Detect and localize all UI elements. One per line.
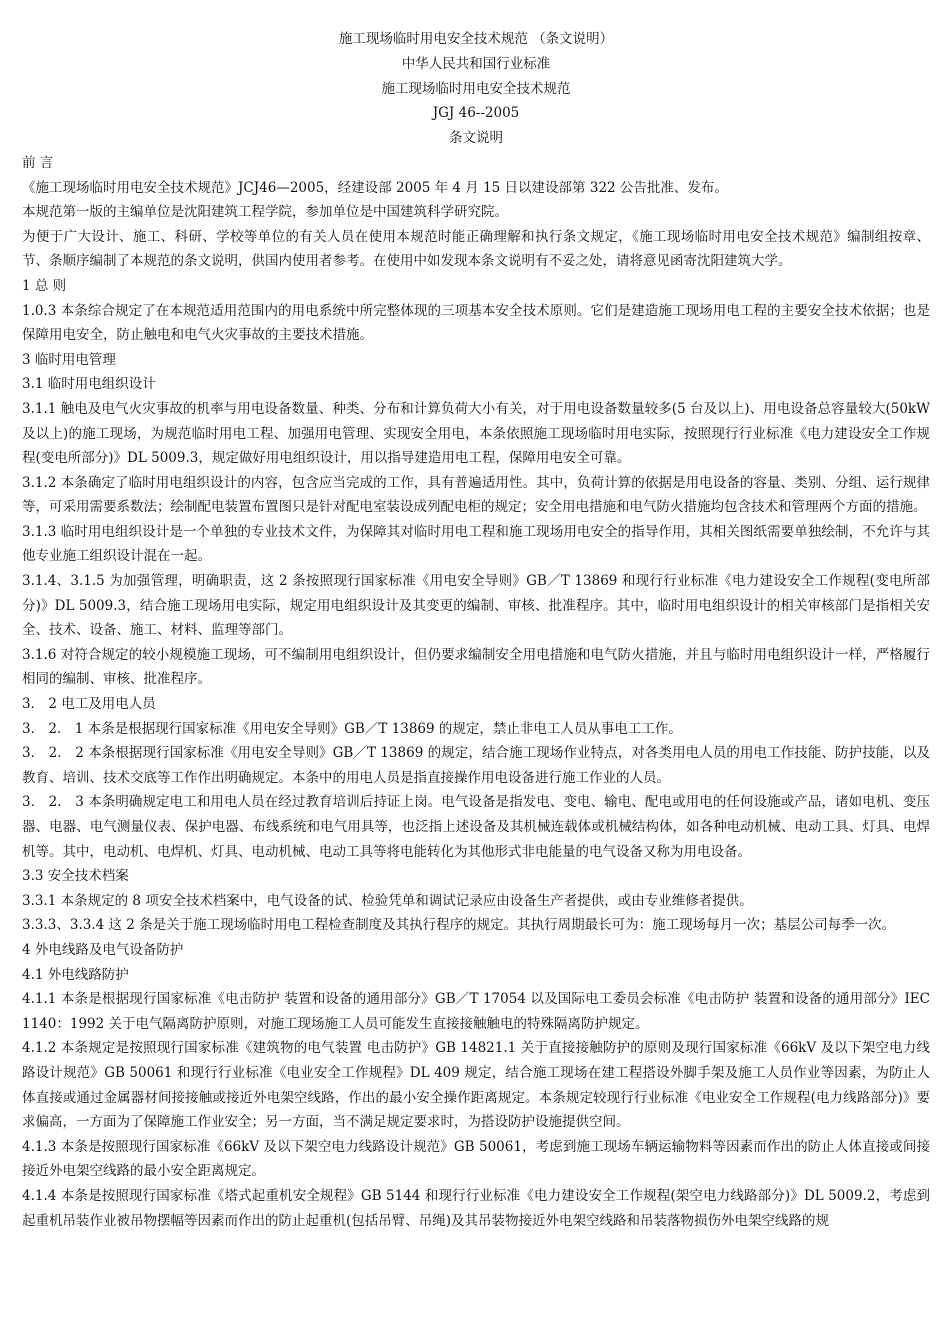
- paragraph: 3.3.3、3.3.4 这 2 条是关于施工现场临时用电工程检查制度及其执行程序的规定。其执行周期最长可为：施工现场每月一次；基层公司每季一次。: [22, 917, 896, 934]
- standard-code: JGJ 46--2005: [432, 105, 520, 122]
- paragraph: 3.1.4、3.1.5 为加强管理，明确职责，这 2 条按照现行国家标准《用电安全导则》GB／T 13869 和现行行业标准《电力建设安全工作规程(变电所部分)》DL 5009.3，结合施工现场用电实际，规定用电组织设计及其变更的编制、审核、批准程序。其中，临时用电组织设计的相关审核部门是指相关安全、技术、设备、施工、材料、监理等部门。: [22, 573, 930, 639]
- standard-type: 中华人民共和国行业标准: [401, 55, 551, 72]
- heading-preface: 前 言: [22, 154, 54, 171]
- paragraph: 3.3.1 本条规定的 8 项安全技术档案中，电气设备的试、检验凭单和调试记录应由设备生产者提供，或由专业维修者提供。: [22, 892, 753, 909]
- paragraph: 3． 2． 1 本条是根据现行国家标准《用电安全导则》GB／T 13869 的规定，禁止非电工人员从事电工工作。: [22, 720, 682, 737]
- paragraph: 3． 2． 3 本条明确规定电工和用电人员在经过教育培训后持证上岗。电气设备是指发电、变电、输电、配电或用电的任何设施或产品，诸如电机、变压器、电器、电气测量仪表、保护电器、布线系统和电气用具等，也泛指上述设备及其机械连载体或机械结构体，如各种电动机械、电动工具、灯具、电焊机等。其中，电动机、电焊机、灯具、电动机械、电动工具等将电能转化为其他形式非电能量的电气设备又称为用电设备。: [22, 794, 930, 860]
- paragraph: 《施工现场临时用电安全技术规范》JCJ46—2005，经建设部 2005 年 4 月 15 日以建设部第 322 公告批准、发布。: [22, 179, 728, 196]
- main-title: 施工现场临时用电安全技术规范 （条文说明）: [338, 31, 614, 47]
- section-heading: 3.1 临时用电组织设计: [22, 376, 156, 393]
- paragraph: 4.1.2 本条规定是按照现行国家标准《建筑物的电气装置 电击防护》GB 14821.1 关于直接接触防护的原则及现行国家标准《66kV 及以下架空电力线路设计规范》GB 50061 和现行行业标准《电业安全工作规程》DL 409 规定，结合施工现场在建工程搭设外脚手架及施工人员作业等因素，为防止人体直接或通过金属器材间接接触或接近外电架空线路，作出的最小安全操作距离规定。本条规定较现行行业标准《电业安全工作规程(电力线路部分)》要求偏高，一方面为了保障施工作业安全；另一方面，当不满足规定要求时，为搭设防护设施提供空间。: [22, 1040, 930, 1131]
- section-heading: 4.1 外电线路防护: [22, 966, 129, 983]
- chapter-heading: 1 总 则: [22, 277, 67, 294]
- paragraph: 3.1.2 本条确定了临时用电组织设计的内容，包含应当完成的工作，具有普遍适用性。其中，负荷计算的依据是用电设备的容量、类别、分组、运行规律等，可采用需要系数法；绘制配电装置布置图只是针对配电室装设成列配电柜的规定；安全用电措施和电气防火措施均包含技术和管理两个方面的措施。: [22, 474, 930, 516]
- paragraph: 3． 2． 2 本条根据现行国家标准《用电安全导则》GB／T 13869 的规定，结合施工现场作业特点，对各类用电人员的用电工作技能、防护技能，以及教育、培训、技术交底等工作作出明确规定。本条中的用电人员是指直接操作用电设备进行施工作业的人员。: [22, 745, 930, 786]
- paragraph: 3.1.1 触电及电气火灾事故的机率与用电设备数量、种类、分布和计算负荷大小有关，对于用电设备数量较多(5 台及以上)、用电设备总容量较大(50kW 及以上)的施工现场，为规范临时用电工程、加强用电管理、实现安全用电，本条依照施工现场临时用电实际，按照现行行业标准《电力建设安全工作规程(变电所部分)》DL 5009.3，规定做好用电组织设计，用以指导建造用电工程，保障用电安全可靠。: [22, 400, 930, 467]
- paragraph: 4.1.3 本条是按照现行国家标准《66kV 及以下架空电力线路设计规范》GB 50061，考虑到施工现场车辆运输物料等因素而作出的防止人体直接或间接接近外电架空线路的最小安全距离规定。: [22, 1138, 930, 1180]
- document-body: [22, 151, 930, 1233]
- section-heading: 3． 2 电工及用电人员: [22, 696, 156, 713]
- paragraph: 3.1.6 对符合规定的较小规模施工现场，可不编制用电组织设计，但仍要求编制安全用电措施和电气防火措施，并且与临时用电组织设计一样，严格履行相同的编制、审核、批准程序。: [22, 646, 930, 688]
- chapter-heading: 4 外电线路及电气设备防护: [22, 941, 184, 958]
- chapter-heading: 3 临时用电管理: [22, 351, 116, 368]
- paragraph: 4.1.1 本条是根据现行国家标准《电击防护 装置和设备的通用部分》GB／T 17054 以及国际电工委员会标准《电击防护 装置和设备的通用部分》IEC 1140：1992 关于电气隔离防护原则，对施工现场施工人员可能发生直接接触触电的特殊隔离防护规定。: [22, 991, 930, 1032]
- paragraph: 4.1.4 本条是按照现行国家标准《塔式起重机安全规程》GB 5144 和现行行业标准《电力建设安全工作规程(架空电力线路部分)》DL 5009.2，考虑到起重机吊装作业被吊物摆幅等因素而作出的防止起重机(包括吊臂、吊绳)及其吊装物接近外电架空线路和吊装落物损伤外电架空线路的规: [22, 1187, 930, 1229]
- section-label: 条文说明: [449, 130, 503, 147]
- paragraph: 1.0.3 本条综合规定了在本规范适用范围内的用电系统中所完整体现的三项基本安全技术原则。它们是建造施工现场用电工程的主要安全技术依据；也是保障用电安全，防止触电和电气火灾事故的主要技术措施。: [22, 302, 930, 344]
- paragraph: 本规范第一版的主编单位是沈阳建筑工程学院，参加单位是中国建筑科学研究院。: [22, 204, 508, 221]
- section-heading: 3.3 安全技术档案: [22, 868, 129, 885]
- standard-name: 施工现场临时用电安全技术规范: [381, 80, 571, 97]
- paragraph: 为便于广大设计、施工、科研、学校等单位的有关人员在使用本规范时能正确理解和执行条文规定，《施工现场临时用电安全技术规范》编制组按章、节、条顺序编制了本规范的条文说明，供国内使用者参考。在使用中如发现本条文说明有不妥之处，请将意见函寄沈阳建筑大学。: [22, 228, 930, 270]
- paragraph: 3.1.3 临时用电组织设计是一个单独的专业技术文件，为保障其对临时用电工程和施工现场用电安全的指导作用，其相关图纸需要单独绘制，不允许与其他专业施工组织设计混在一起。: [22, 523, 930, 565]
- document-header: [22, 27, 930, 151]
